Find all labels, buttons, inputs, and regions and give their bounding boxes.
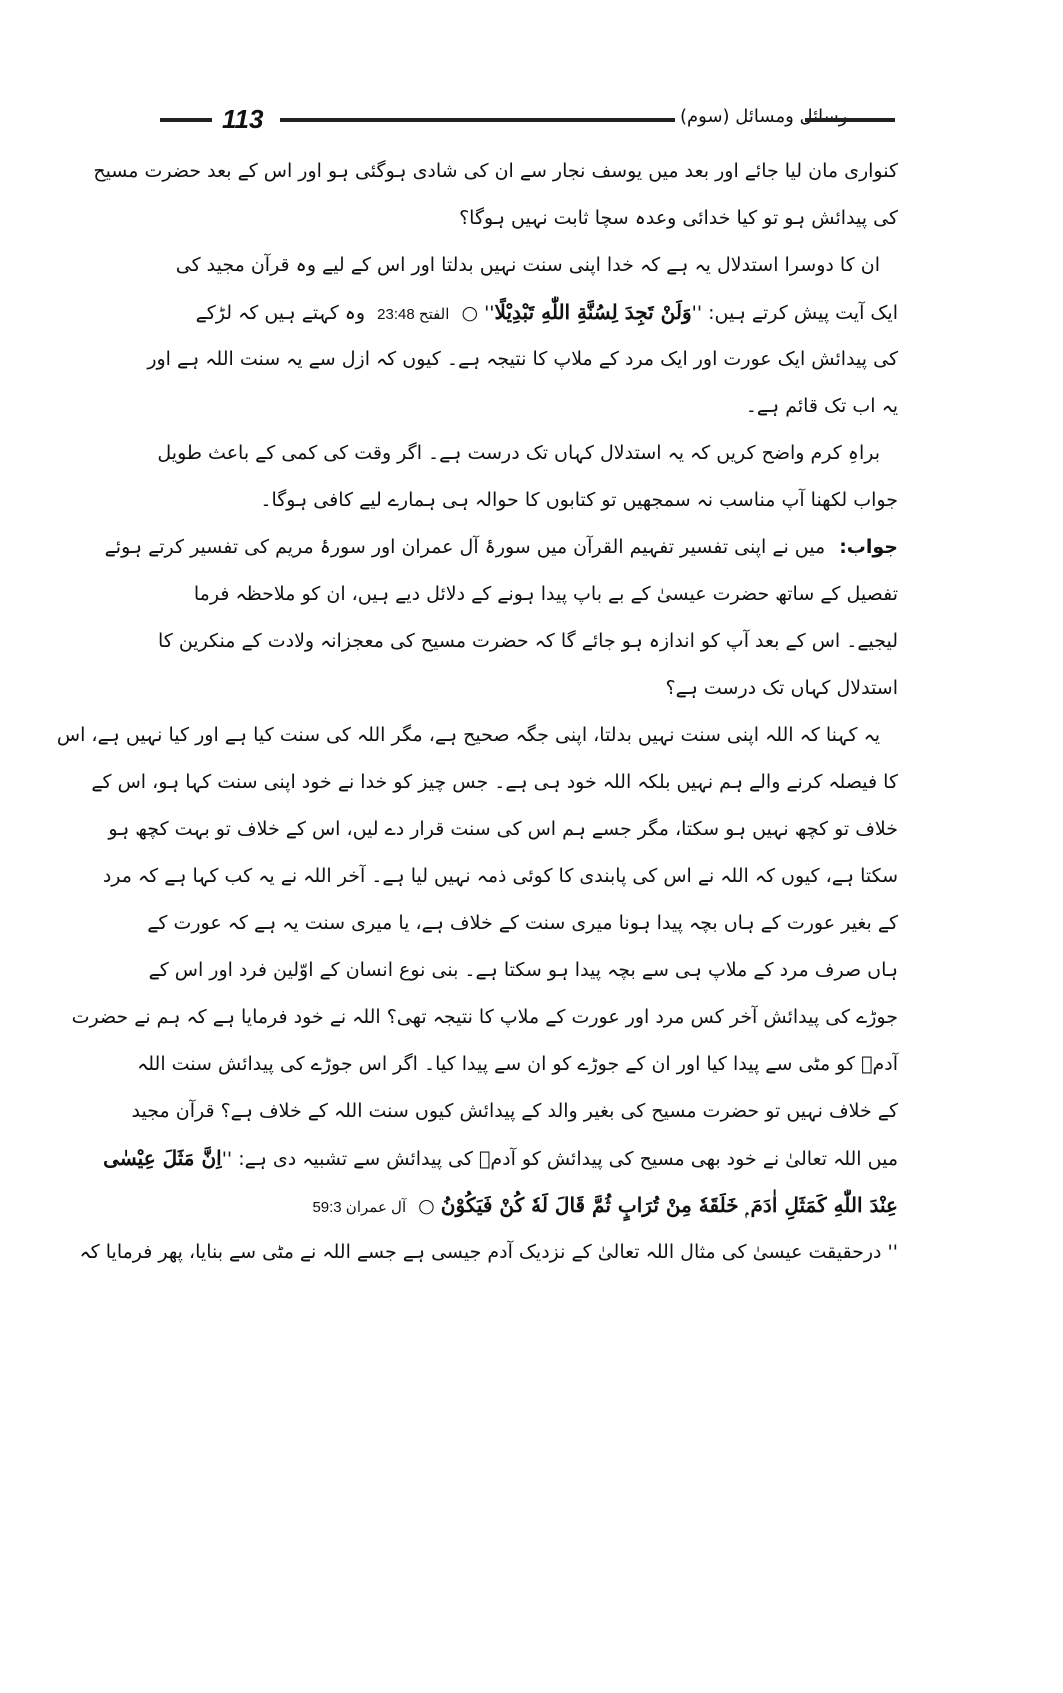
page-body bbox=[56, 148, 898, 1276]
page-number: 113 bbox=[222, 104, 264, 134]
text-line: کا فیصلہ کرنے والے ہم نہیں بلکہ اللہ خود ہی ہے۔ جس چیز کو خدا نے خود اپنی سنت کہا ہو، اس کے bbox=[91, 771, 898, 793]
text-line: کے بغیر عورت کے ہاں بچہ پیدا ہونا میری سنت کے خلاف ہے، یا میری سنت یہ ہے کہ عورت کے bbox=[147, 912, 898, 934]
quran-verse-end: عِنْدَ اللّٰهِ كَمَثَلِ اٰدَمَ ۭ خَلَقَهٗ مِنْ تُرَابٍ ثُمَّ قَالَ لَهٗ كُنْ فَيَكُوْنُ bbox=[440, 1193, 898, 1217]
line-text: وہ کہتے ہیں کہ لڑکے bbox=[195, 302, 366, 324]
text-line: کے خلاف نہیں تو حضرت مسیح کی بغیر والد کے پیدائش کیوں سنت اللہ کے خلاف ہے؟ قرآن مجید bbox=[131, 1100, 898, 1122]
line-text: میں اللہ تعالیٰ نے خود بھی مسیح کی پیدائش کو آدمؑ کی پیدائش سے تشبیہ دی ہے: '' bbox=[221, 1148, 898, 1170]
verse-line: عِنْدَ اللّٰهِ كَمَثَلِ اٰدَمَ ۭ خَلَقَهٗ مِنْ تُرَابٍ ثُمَّ قَالَ لَهٗ كُنْ فَيَكُوْنُ ○ آل عمران 59:3 bbox=[312, 1193, 898, 1217]
text-line: جوڑے کی پیدائش آخر کس مرد اور عورت کے ملاپ کا نتیجہ تھی؟ اللہ نے خود فرمایا ہے کہ ہم نے حضرت bbox=[71, 1006, 898, 1028]
answer-line bbox=[104, 524, 898, 571]
text-line: لیجیے۔ اس کے بعد آپ کو اندازہ ہو جائے گا کہ حضرت مسیح کی معجزانہ ولادت کے منکرین کا bbox=[157, 630, 898, 652]
text-line-with-verse bbox=[103, 1135, 898, 1182]
quran-verse: وَلَنْ تَجِدَ لِسُنَّةِ اللّٰهِ تَبْدِيْلًا bbox=[494, 300, 692, 324]
running-title: رسائل ومسائل (سوم) bbox=[680, 106, 848, 127]
verse-reference: الفتح 23:48 bbox=[377, 306, 450, 323]
header-rule-right bbox=[805, 118, 895, 122]
page-header bbox=[160, 100, 895, 140]
text-line: '' درحقیقت عیسیٰ کی مثال اللہ تعالیٰ کے نزدیک آدم جیسی ہے جسے اللہ نے مٹی سے بنایا، پھر فرمایا کہ bbox=[79, 1241, 898, 1263]
text-line: براہِ کرم واضح کریں کہ یہ استدلال کہاں تک درست ہے۔ اگر وقت کی کمی کے باعث طویل bbox=[157, 442, 880, 464]
text-line: ہاں صرف مرد کے ملاپ ہی سے بچہ پیدا ہو سکتا ہے۔ بنی نوع انسان کے اوّلین فرد اور اس کے bbox=[148, 959, 898, 981]
text-line: کی پیدائش ہو تو کیا خدائی وعدہ سچا ثابت نہیں ہوگا؟ bbox=[459, 207, 898, 229]
text-line: خلاف تو کچھ نہیں ہو سکتا، مگر جسے ہم اس کی سنت قرار دے لیں، اس کے خلاف تو بہت کچھ ہو bbox=[108, 818, 898, 840]
text-line: ان کا دوسرا استدلال یہ ہے کہ خدا اپنی سنت نہیں بدلتا اور اس کے لیے وہ قرآن مجید کی bbox=[175, 254, 880, 276]
text-line: کی پیدائش ایک عورت اور ایک مرد کے ملاپ کا نتیجہ ہے۔ کیوں کہ ازل سے یہ سنت اللہ ہے اور bbox=[147, 348, 898, 370]
text-line: استدلال کہاں تک درست ہے؟ bbox=[665, 677, 898, 699]
text-line: یہ کہنا کہ اللہ اپنی سنت نہیں بدلتا، اپنی جگہ صحیح ہے، مگر اللہ کی سنت کیا ہے اور کیا نہیں ہے، اس bbox=[56, 724, 880, 746]
answer-label: جواب: bbox=[839, 536, 898, 558]
verse-reference: آل عمران 59:3 bbox=[312, 1199, 407, 1216]
text-line: یہ اب تک قائم ہے۔ bbox=[745, 395, 898, 417]
text-line: آدمؑ کو مٹی سے پیدا کیا اور ان کے جوڑے کو ان سے پیدا کیا۔ اگر اس جوڑے کی پیدائش سنت اللہ bbox=[137, 1053, 898, 1075]
text-line: جواب لکھنا آپ مناسب نہ سمجھیں تو کتابوں کا حوالہ ہی ہمارے لیے کافی ہوگا۔ bbox=[260, 489, 898, 511]
line-text: میں نے اپنی تفسیر تفہیم القرآن میں سورۂ آل عمران اور سورۂ مریم کی تفسیر کرتے ہوئے bbox=[104, 536, 826, 558]
line-text: ایک آیت پیش کرتے ہیں: '' bbox=[691, 302, 898, 324]
text-line: کنواری مان لیا جائے اور بعد میں یوسف نجار سے ان کی شادی ہوگئی ہو اور اس کے بعد حضرت مسیح bbox=[93, 160, 898, 182]
text-line: تفصیل کے ساتھ حضرت عیسیٰ کے بے باپ پیدا ہونے کے دلائل دیے ہیں، ان کو ملاحظہ فرما bbox=[193, 583, 898, 605]
text-line: سکتا ہے، کیوں کہ اللہ نے اس کی پابندی کا کوئی ذمہ نہیں لیا ہے۔ آخر اللہ نے یہ کب کہا ہے کہ مرد bbox=[102, 865, 898, 887]
header-rule-left bbox=[160, 118, 212, 122]
quran-verse-start: اِنَّ مَثَلَ عِيْسٰى bbox=[103, 1146, 222, 1170]
text-line-with-verse: ایک آیت پیش کرتے ہیں: ''وَلَنْ تَجِدَ لِسُنَّةِ اللّٰهِ تَبْدِيْلًا'' ○ الفتح 23:48 وہ کہتے ہیں کہ لڑکے bbox=[195, 300, 898, 324]
header-rule-middle bbox=[280, 118, 675, 122]
